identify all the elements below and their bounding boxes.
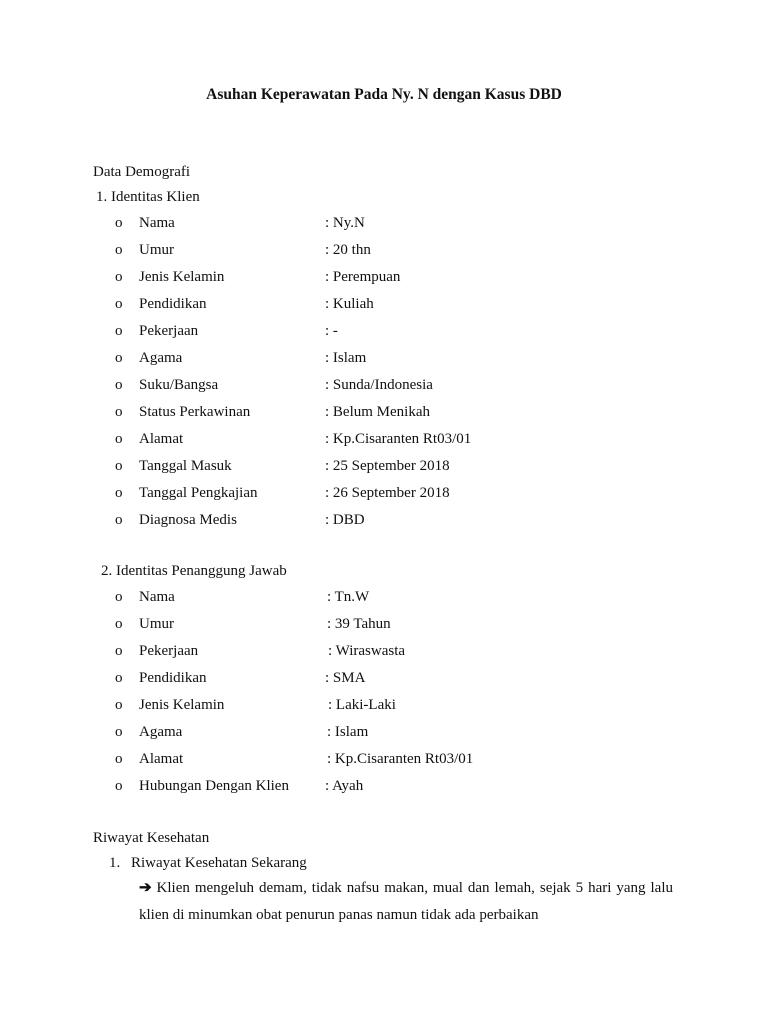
bullet-icon: o <box>115 215 123 231</box>
pj-label: Alamat <box>139 751 184 767</box>
pj-value: : Laki-Laki <box>328 697 396 713</box>
pj-value: : 39 Tahun <box>327 616 391 632</box>
klien-label: Diagnosa Medis <box>139 512 237 528</box>
klien-value: : Kuliah <box>325 296 374 312</box>
bullet-icon: o <box>115 296 123 312</box>
klien-value: : 26 September 2018 <box>325 485 450 501</box>
pj-label: Umur <box>139 616 174 632</box>
klien-label: Tanggal Pengkajian <box>139 485 258 501</box>
bullet-icon: o <box>115 242 123 258</box>
klien-label: Pendidikan <box>139 296 207 312</box>
bullet-icon: o <box>115 724 123 740</box>
klien-value: : DBD <box>325 512 365 528</box>
riwayat-text: Klien mengeluh demam, tidak nafsu makan, mual dan lemah, sejak 5 hari yang lalu klien di minumkan obat penurun panas namun tidak ada perbaikan <box>139 880 674 923</box>
bullet-icon: o <box>115 323 123 339</box>
bullet-icon: o <box>115 751 123 767</box>
klien-label: Jenis Kelamin <box>139 269 225 285</box>
pj-label: Hubungan Dengan Klien <box>139 778 289 794</box>
bullet-icon: o <box>115 404 123 420</box>
klien-value: : 20 thn <box>325 242 371 258</box>
bullet-icon: o <box>115 377 123 393</box>
klien-label: Tanggal Masuk <box>139 458 232 474</box>
bullet-icon: o <box>115 431 123 447</box>
pj-label: Pekerjaan <box>139 643 199 659</box>
bullet-icon: o <box>115 778 123 794</box>
klien-value: : Sunda/Indonesia <box>325 377 433 393</box>
bullet-icon: o <box>115 458 123 474</box>
section-riwayat-kesehatan: Riwayat Kesehatan <box>93 830 210 846</box>
section-data-demografi: Data Demografi <box>93 164 191 180</box>
heading-identitas-penanggung-jawab: 2. Identitas Penanggung Jawab <box>101 563 287 579</box>
klien-label: Suku/Bangsa <box>139 377 219 393</box>
pj-value: : Kp.Cisaranten Rt03/01 <box>327 751 474 767</box>
klien-value: : Ny.N <box>325 215 365 231</box>
pj-label: Nama <box>139 589 175 605</box>
pj-value: : SMA <box>325 670 366 686</box>
bullet-icon: o <box>115 616 123 632</box>
pj-value: : Wiraswasta <box>328 643 406 659</box>
bullet-icon: o <box>115 643 123 659</box>
pj-label: Agama <box>139 724 183 740</box>
riwayat-item-label: Riwayat Kesehatan Sekarang <box>131 855 307 871</box>
bullet-icon: o <box>115 350 123 366</box>
klien-label: Alamat <box>139 431 184 447</box>
klien-label: Pekerjaan <box>139 323 199 339</box>
pj-label: Pendidikan <box>139 670 207 686</box>
riwayat-item-number: 1. <box>109 855 121 871</box>
pj-value: : Ayah <box>325 778 364 794</box>
pj-label: Jenis Kelamin <box>139 697 225 713</box>
bullet-icon: o <box>115 269 123 285</box>
klien-value: : Belum Menikah <box>325 404 430 420</box>
pj-value: : Islam <box>327 724 369 740</box>
klien-label: Umur <box>139 242 174 258</box>
document-title: Asuhan Keperawatan Pada Ny. N dengan Kasus DBD <box>206 86 562 103</box>
klien-label: Status Perkawinan <box>139 404 251 420</box>
heading-identitas-klien: 1. Identitas Klien <box>96 189 200 205</box>
bullet-icon: o <box>115 512 123 528</box>
klien-value: : Islam <box>325 350 367 366</box>
klien-value: : - <box>325 323 338 339</box>
pj-value: : Tn.W <box>327 589 370 605</box>
klien-label: Agama <box>139 350 183 366</box>
klien-value: : Perempuan <box>325 269 401 285</box>
bullet-icon: o <box>115 589 123 605</box>
klien-value: : Kp.Cisaranten Rt03/01 <box>325 431 472 447</box>
klien-value: : 25 September 2018 <box>325 458 450 474</box>
bullet-icon: o <box>115 697 123 713</box>
arrow-right-icon: ➔ <box>139 880 152 896</box>
bullet-icon: o <box>115 670 123 686</box>
riwayat-paragraph <box>139 875 673 929</box>
klien-label: Nama <box>139 215 175 231</box>
bullet-icon: o <box>115 485 123 501</box>
